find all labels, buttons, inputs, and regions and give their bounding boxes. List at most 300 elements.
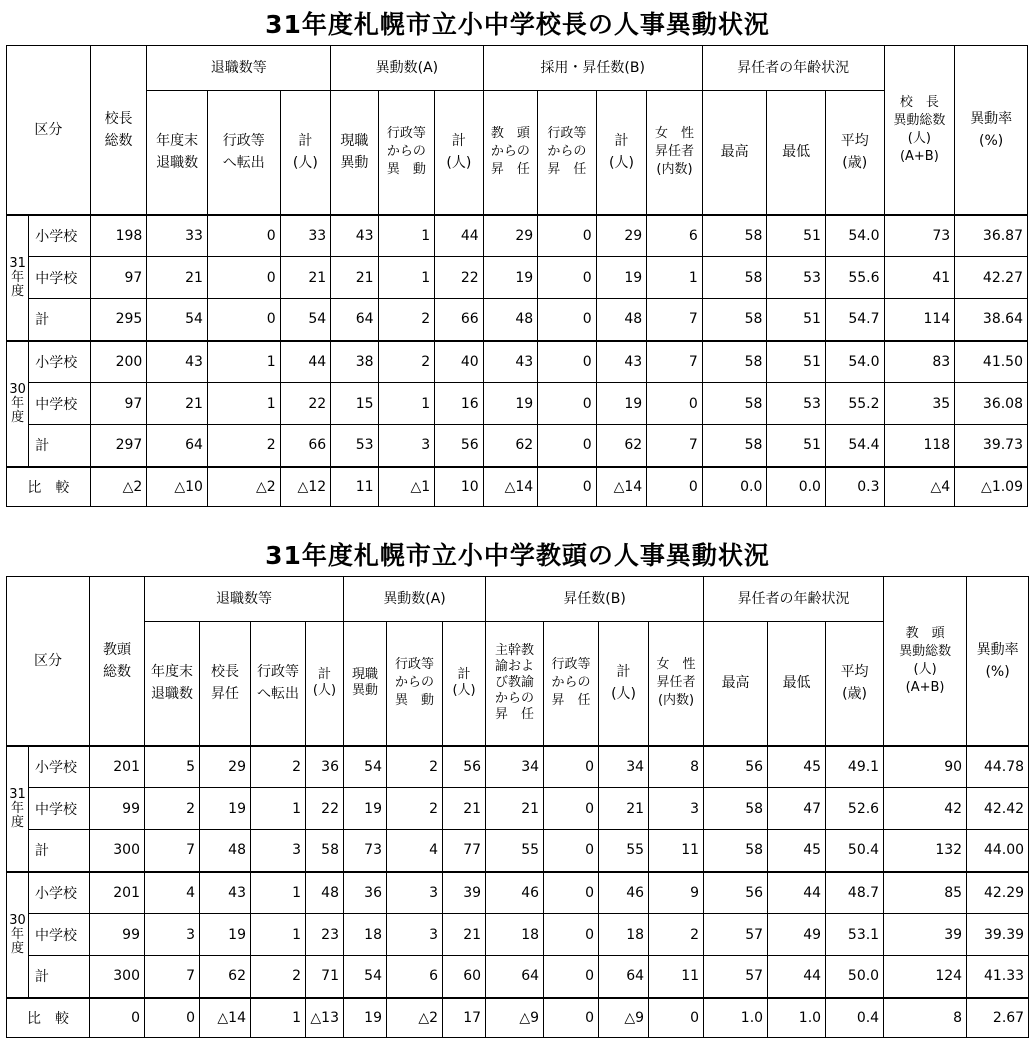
vice-table-title: 31年度札幌市立小中学教頭の人事異動状況	[265, 541, 770, 570]
table-cell: 49.1	[826, 746, 884, 788]
table-cell: 1	[207, 383, 280, 425]
table-cell: 41.50	[955, 341, 1028, 383]
table-cell: 97	[90, 383, 147, 425]
table-cell: 1	[251, 914, 306, 956]
table-cell: 54.7	[825, 299, 884, 341]
vice-principal-transfer-table	[6, 576, 1029, 1038]
table-cell: 18	[344, 914, 387, 956]
table-cell: 0	[90, 998, 145, 1038]
table-cell: 44	[280, 341, 331, 383]
table-cell: 44.00	[967, 830, 1029, 872]
table-cell: 2.67	[967, 998, 1029, 1038]
row-label: 中学校	[29, 914, 90, 956]
header-female: 女 性 昇任者 (内数)	[649, 622, 704, 746]
table-cell: 36	[306, 746, 344, 788]
table-cell: 1	[378, 383, 435, 425]
table-row	[7, 341, 1028, 383]
table-cell: 47	[768, 788, 826, 830]
table-cell: 34	[599, 746, 649, 788]
table-cell: 1	[251, 998, 306, 1038]
table-cell: 18	[599, 914, 649, 956]
table-cell: △12	[280, 467, 331, 507]
row-label: 小学校	[29, 341, 91, 383]
table-cell: 71	[306, 956, 344, 998]
table-cell: 19	[344, 788, 387, 830]
table-cell: 8	[884, 998, 967, 1038]
header-retire-group: 退職数等	[147, 46, 331, 91]
table-cell: △2	[207, 467, 280, 507]
table-cell: 55	[599, 830, 649, 872]
table-cell: 0	[544, 746, 599, 788]
table-cell: 4	[387, 830, 443, 872]
table-cell: 58	[702, 299, 767, 341]
table-cell: 44	[768, 956, 826, 998]
table-row	[7, 872, 1029, 914]
header-admin-out: 行政等 へ転出	[251, 622, 306, 746]
table-cell: 51	[767, 299, 826, 341]
table-cell: 0	[207, 257, 280, 299]
table-cell: 46	[486, 872, 544, 914]
table-cell: 0	[544, 998, 599, 1038]
table-cell: △13	[306, 998, 344, 1038]
table-cell: 54	[147, 299, 208, 341]
table-cell: 1.0	[704, 998, 768, 1038]
table-cell: 54	[280, 299, 331, 341]
row-label: 計	[29, 299, 91, 341]
table-cell: 60	[443, 956, 486, 998]
table-cell: 9	[649, 872, 704, 914]
table-cell: 36	[344, 872, 387, 914]
header-transfer-group: 異動数(A)	[331, 46, 484, 91]
header-hire-group: 採用・昇任数(B)	[483, 46, 702, 91]
table-cell: 11	[649, 830, 704, 872]
table-cell: 38	[331, 341, 378, 383]
table-cell: 43	[147, 341, 208, 383]
table-cell: 0	[544, 914, 599, 956]
table-cell: △2	[387, 998, 443, 1038]
table-cell: 55.6	[825, 257, 884, 299]
table-cell: 0	[647, 383, 703, 425]
table-cell: 56	[435, 425, 484, 467]
table-row	[7, 914, 1029, 956]
header-promo-group: 昇任数(B)	[486, 577, 704, 622]
header-max: 最高	[704, 622, 768, 746]
row-label: 計	[29, 830, 90, 872]
table-row	[7, 425, 1028, 467]
table-cell: 90	[884, 746, 967, 788]
table-cell: 0	[538, 215, 597, 257]
table-cell: 33	[147, 215, 208, 257]
table-cell: 58	[702, 215, 767, 257]
table-cell: 43	[200, 872, 251, 914]
table-cell: 58	[702, 425, 767, 467]
compare-row	[7, 467, 1028, 507]
table-cell: 42	[884, 788, 967, 830]
table-cell: 22	[280, 383, 331, 425]
header-promo-sum: 計 (人)	[599, 622, 649, 746]
table-cell: 53.1	[826, 914, 884, 956]
table-cell: 21	[147, 257, 208, 299]
header-total-moves: 教 頭 異動総数 (人) (A+B)	[884, 577, 967, 746]
table-cell: 54	[344, 746, 387, 788]
table-cell: 53	[331, 425, 378, 467]
table-cell: 58	[306, 830, 344, 872]
table-cell: 29	[596, 215, 646, 257]
table-cell: 15	[331, 383, 378, 425]
table-cell: 3	[378, 425, 435, 467]
row-label: 小学校	[29, 746, 90, 788]
table-cell: 21	[280, 257, 331, 299]
table-cell: 124	[884, 956, 967, 998]
table-cell: 10	[435, 467, 484, 507]
header-rate: 異動率 (%)	[955, 46, 1028, 215]
table-cell: 7	[647, 425, 703, 467]
table-cell: 53	[767, 257, 826, 299]
header-from-vice: 教 頭 からの 昇 任	[483, 91, 538, 215]
compare-label: 比 較	[7, 998, 90, 1038]
table-cell: 62	[483, 425, 538, 467]
table-cell: 0.3	[825, 467, 884, 507]
table-cell: 11	[331, 467, 378, 507]
table-cell: 83	[884, 341, 955, 383]
table-cell: 1	[378, 215, 435, 257]
table-cell: 73	[344, 830, 387, 872]
table-cell: 1	[647, 257, 703, 299]
header-transfer-group: 異動数(A)	[344, 577, 486, 622]
table-cell: 57	[704, 914, 768, 956]
header-admin-out: 行政等 へ転出	[207, 91, 280, 215]
header-transfer-sum: 計 (人)	[443, 622, 486, 746]
table-cell: 54.4	[825, 425, 884, 467]
header-current: 現職 異動	[331, 91, 378, 215]
table-cell: 29	[483, 215, 538, 257]
table-cell: 0	[544, 788, 599, 830]
table-cell: 44	[768, 872, 826, 914]
table-cell: 2	[251, 746, 306, 788]
table-cell: 29	[200, 746, 251, 788]
year-label: 31 年 度	[7, 746, 29, 872]
table-cell: 8	[649, 746, 704, 788]
table-cell: 51	[767, 425, 826, 467]
table-cell: 64	[486, 956, 544, 998]
row-label: 小学校	[29, 872, 90, 914]
table-cell: 2	[649, 914, 704, 956]
table-cell: △2	[90, 467, 147, 507]
table-cell: 50.0	[826, 956, 884, 998]
table-cell: 201	[90, 746, 145, 788]
table-cell: 77	[443, 830, 486, 872]
table-cell: 2	[251, 956, 306, 998]
table-cell: 19	[200, 914, 251, 956]
table-cell: 19	[596, 383, 646, 425]
table-cell: 58	[704, 788, 768, 830]
table-cell: 43	[596, 341, 646, 383]
table-cell: 97	[90, 257, 147, 299]
table-cell: 58	[702, 383, 767, 425]
header-rate: 異動率 (%)	[967, 577, 1029, 746]
table-cell: 21	[443, 914, 486, 956]
table-cell: 0	[544, 872, 599, 914]
table-cell: 21	[599, 788, 649, 830]
table-cell: 43	[483, 341, 538, 383]
table-cell: 58	[702, 257, 767, 299]
table-cell: 2	[378, 341, 435, 383]
table-cell: 295	[90, 299, 147, 341]
table-cell: △4	[884, 467, 955, 507]
table-cell: 55.2	[825, 383, 884, 425]
table-cell: 18	[486, 914, 544, 956]
table-cell: △9	[486, 998, 544, 1038]
table-cell: 0	[544, 956, 599, 998]
table-cell: 51	[767, 215, 826, 257]
table-cell: 300	[90, 956, 145, 998]
table-cell: 22	[306, 788, 344, 830]
table-cell: 23	[306, 914, 344, 956]
header-admin-promo: 行政等 からの 昇 任	[544, 622, 599, 746]
table-cell: 0	[538, 425, 597, 467]
table-row	[7, 746, 1029, 788]
table-cell: 35	[884, 383, 955, 425]
table-cell: 53	[767, 383, 826, 425]
header-min: 最低	[768, 622, 826, 746]
table-cell: 42.27	[955, 257, 1028, 299]
table-cell: △1.09	[955, 467, 1028, 507]
table-cell: 21	[331, 257, 378, 299]
table-cell: 300	[90, 830, 145, 872]
table-cell: 50.4	[826, 830, 884, 872]
header-from-admin: 行政等 からの 異 動	[387, 622, 443, 746]
table-row	[7, 215, 1028, 257]
table-cell: △14	[483, 467, 538, 507]
table-cell: 57	[704, 956, 768, 998]
header-from-admin: 行政等 からの 異 動	[378, 91, 435, 215]
table-cell: 54.0	[825, 341, 884, 383]
table-cell: 66	[435, 299, 484, 341]
table-cell: 0	[538, 467, 597, 507]
table-cell: 1	[378, 257, 435, 299]
table-cell: 1	[207, 341, 280, 383]
year-label: 30 年 度	[7, 341, 29, 467]
table-cell: 56	[443, 746, 486, 788]
header-retire-sum: 計 (人)	[306, 622, 344, 746]
table-cell: △1	[378, 467, 435, 507]
table-cell: 99	[90, 914, 145, 956]
table-cell: 33	[280, 215, 331, 257]
header-transfer-sum: 計 (人)	[435, 91, 484, 215]
table-cell: 56	[704, 746, 768, 788]
table-cell: 0	[538, 299, 597, 341]
table-cell: △14	[596, 467, 646, 507]
table-cell: 7	[145, 830, 200, 872]
table-cell: 3	[387, 914, 443, 956]
table-cell: 0	[544, 830, 599, 872]
table-cell: 46	[599, 872, 649, 914]
header-kubun: 区分	[7, 46, 91, 215]
header-total: 教頭 総数	[90, 577, 145, 746]
table-row	[7, 383, 1028, 425]
table-cell: 5	[145, 746, 200, 788]
table-cell: 36.87	[955, 215, 1028, 257]
table-cell: 3	[387, 872, 443, 914]
table-cell: 2	[378, 299, 435, 341]
table-cell: 40	[435, 341, 484, 383]
table-cell: 48	[200, 830, 251, 872]
table-cell: 22	[435, 257, 484, 299]
table-cell: 44	[435, 215, 484, 257]
table-cell: 118	[884, 425, 955, 467]
table-cell: 2	[145, 788, 200, 830]
header-total-moves: 校 長 異動総数 (人) (A+B)	[884, 46, 955, 215]
table-cell: 0	[538, 257, 597, 299]
header-from-chief: 主幹教 諭およ び教諭 からの 昇 任	[486, 622, 544, 746]
table-cell: 39	[443, 872, 486, 914]
header-retire-group: 退職数等	[145, 577, 344, 622]
table-cell: 0	[538, 341, 597, 383]
table-cell: 0	[207, 299, 280, 341]
table-cell: 48.7	[826, 872, 884, 914]
table-cell: 3	[251, 830, 306, 872]
table-cell: 54	[344, 956, 387, 998]
compare-row	[7, 998, 1029, 1038]
compare-label: 比 較	[7, 467, 91, 507]
table-cell: 58	[704, 830, 768, 872]
table-cell: 1	[251, 872, 306, 914]
table-cell: 16	[435, 383, 484, 425]
table-cell: 42.29	[967, 872, 1029, 914]
table-cell: 19	[483, 257, 538, 299]
header-age-group: 昇任者の年齢状況	[702, 46, 884, 91]
table-cell: 64	[599, 956, 649, 998]
table-cell: 21	[486, 788, 544, 830]
table-cell: 42.42	[967, 788, 1029, 830]
table-cell: 21	[443, 788, 486, 830]
table-cell: 64	[147, 425, 208, 467]
header-retire-sum: 計 (人)	[280, 91, 331, 215]
table-cell: 1	[251, 788, 306, 830]
table-cell: 297	[90, 425, 147, 467]
header-to-principal: 校長 昇任	[200, 622, 251, 746]
table-cell: 39.39	[967, 914, 1029, 956]
table-cell: 48	[306, 872, 344, 914]
row-label: 計	[29, 956, 90, 998]
table-cell: 62	[596, 425, 646, 467]
table-cell: 11	[649, 956, 704, 998]
table-cell: 48	[483, 299, 538, 341]
table-cell: 49	[768, 914, 826, 956]
table-cell: 58	[702, 341, 767, 383]
year-label: 31 年 度	[7, 215, 29, 341]
table-cell: 66	[280, 425, 331, 467]
table-cell: 39.73	[955, 425, 1028, 467]
header-retire-end: 年度末 退職数	[147, 91, 208, 215]
table-cell: 0	[538, 383, 597, 425]
table-cell: 2	[387, 746, 443, 788]
row-label: 小学校	[29, 215, 91, 257]
table-cell: 7	[145, 956, 200, 998]
table-cell: 7	[647, 299, 703, 341]
table-cell: 43	[331, 215, 378, 257]
row-label: 中学校	[29, 383, 91, 425]
principal-table-title: 31年度札幌市立小中学校長の人事異動状況	[265, 10, 770, 39]
header-kubun: 区分	[7, 577, 90, 746]
table-cell: 3	[145, 914, 200, 956]
header-female: 女 性 昇任者 (内数)	[647, 91, 703, 215]
row-label: 中学校	[29, 788, 90, 830]
header-hire-sum: 計 (人)	[596, 91, 646, 215]
table-cell: 38.64	[955, 299, 1028, 341]
table-cell: 45	[768, 746, 826, 788]
table-cell: 39	[884, 914, 967, 956]
table-row	[7, 299, 1028, 341]
table-cell: 51	[767, 341, 826, 383]
table-cell: 41	[884, 257, 955, 299]
header-avg: 平均 (歳)	[826, 622, 884, 746]
table-cell: 114	[884, 299, 955, 341]
table-cell: 85	[884, 872, 967, 914]
table-cell: 62	[200, 956, 251, 998]
header-avg: 平均 (歳)	[825, 91, 884, 215]
table-cell: 0	[145, 998, 200, 1038]
table-cell: 1.0	[768, 998, 826, 1038]
header-current: 現職 異動	[344, 622, 387, 746]
table-cell: △14	[200, 998, 251, 1038]
table-cell: 4	[145, 872, 200, 914]
table-cell: 44.78	[967, 746, 1029, 788]
table-cell: 45	[768, 830, 826, 872]
table-cell: 0	[207, 215, 280, 257]
table-row	[7, 257, 1028, 299]
table-cell: 48	[596, 299, 646, 341]
header-retire-end: 年度末 退職数	[145, 622, 200, 746]
table-row	[7, 788, 1029, 830]
table-cell: 19	[596, 257, 646, 299]
header-admin-promo: 行政等 からの 昇 任	[538, 91, 597, 215]
table-cell: 19	[200, 788, 251, 830]
table-cell: 55	[486, 830, 544, 872]
header-min: 最低	[767, 91, 826, 215]
year-label: 30 年 度	[7, 872, 29, 998]
header-total: 校長 総数	[90, 46, 147, 215]
table-cell: 2	[207, 425, 280, 467]
table-cell: △10	[147, 467, 208, 507]
principal-transfer-table	[6, 45, 1028, 507]
table-cell: 41.33	[967, 956, 1029, 998]
table-cell: 56	[704, 872, 768, 914]
table-cell: 0.0	[702, 467, 767, 507]
table-row	[7, 830, 1029, 872]
table-cell: 7	[647, 341, 703, 383]
table-cell: 6	[647, 215, 703, 257]
table-cell: 200	[90, 341, 147, 383]
table-cell: 0.4	[826, 998, 884, 1038]
table-cell: 201	[90, 872, 145, 914]
header-max: 最高	[702, 91, 767, 215]
table-cell: 99	[90, 788, 145, 830]
table-cell: 17	[443, 998, 486, 1038]
table-cell: 64	[331, 299, 378, 341]
table-cell: 132	[884, 830, 967, 872]
table-cell: 2	[387, 788, 443, 830]
row-label: 中学校	[29, 257, 91, 299]
table-cell: 0	[649, 998, 704, 1038]
table-cell: 54.0	[825, 215, 884, 257]
table-cell: 19	[483, 383, 538, 425]
row-label: 計	[29, 425, 91, 467]
table-cell: 52.6	[826, 788, 884, 830]
table-row	[7, 956, 1029, 998]
table-cell: 34	[486, 746, 544, 788]
table-cell: 73	[884, 215, 955, 257]
